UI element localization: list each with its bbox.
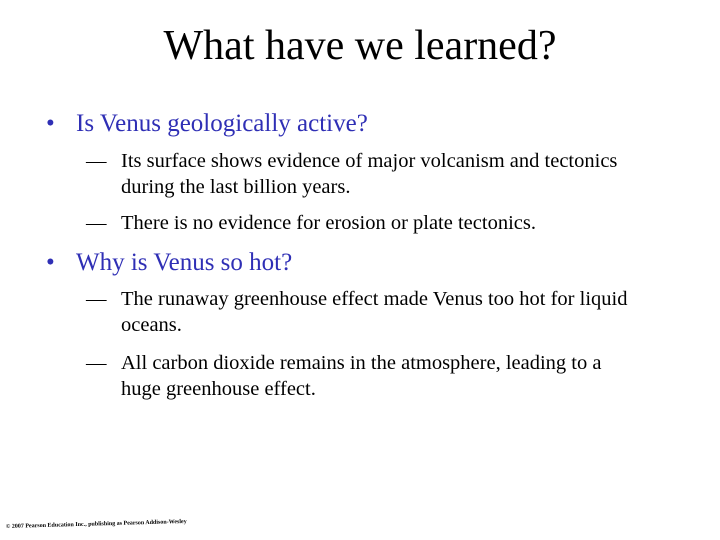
bullet-marker: • (46, 110, 55, 137)
sub-bullet-item (86, 350, 646, 402)
bullet-text: Why is Venus so hot? (76, 249, 293, 276)
sub-bullet-marker: — (86, 150, 107, 172)
bullet-text: Is Venus geologically active? (76, 110, 368, 137)
sub-bullet-marker: — (86, 212, 107, 234)
slide-title: What have we learned? (163, 23, 557, 69)
bullet-item (46, 109, 368, 139)
sub-bullet-item (86, 210, 646, 236)
sub-bullet-item (86, 148, 646, 200)
sub-bullet-text: All carbon dioxide remains in the atmosphere, leading to a huge greenhouse effect. (121, 352, 602, 400)
sub-bullet-text: Its surface shows evidence of major volcanism and tectonics during the last billion years. (121, 150, 618, 198)
sub-bullet-item (86, 286, 646, 338)
sub-bullet-text: The runaway greenhouse effect made Venus too hot for liquid oceans. (121, 288, 628, 336)
sub-bullet-marker: — (86, 288, 107, 310)
copyright-notice: © 2007 Pearson Education Inc., publishing as Pearson Addison-Wesley (5, 518, 187, 531)
bullet-item (46, 248, 292, 278)
bullet-marker: • (46, 249, 55, 276)
sub-bullet-text: There is no evidence for erosion or plate tectonics. (121, 212, 536, 234)
sub-bullet-marker: — (86, 352, 107, 374)
